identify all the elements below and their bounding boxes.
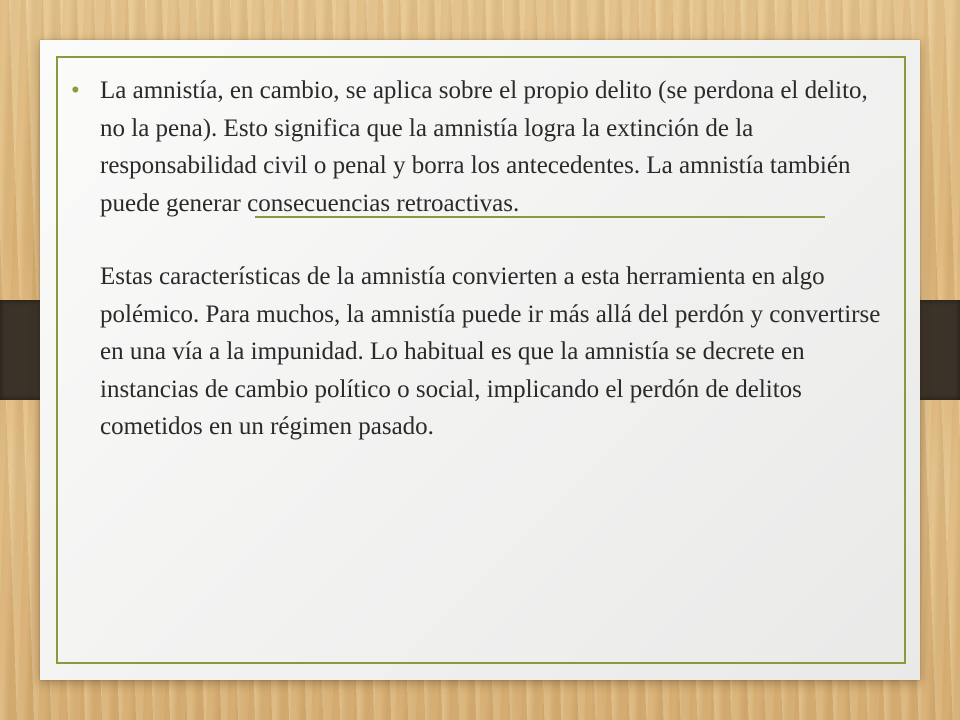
- paragraph-2: Estas características de la amnistía convierten a esta herramienta en algo polémico. Para muchos, la amnistía puede ir más allá del perdón y convertirse en una vía a la impunidad. Lo habitual es que la amnistía se decrete en instancias de cambio político o social, implicando el perdón de delitos cometidos en un régimen pasado.: [100, 263, 881, 440]
- bullet-paragraph: [71, 72, 890, 222]
- right-side-tab: [916, 300, 960, 400]
- paragraph-1: La amnistía, en cambio, se aplica sobre el propio delito (se perdona el delito, no la pena). Esto significa que la amnistía logra la extinción de la responsabilidad civil o penal y borra los antecedentes. La amnistía también puede generar consecuencias retroactivas.: [100, 77, 868, 217]
- bullet-icon: •: [71, 77, 80, 104]
- slide-content: [71, 72, 890, 446]
- left-side-tab: [0, 300, 44, 400]
- slide-paper: [40, 40, 920, 680]
